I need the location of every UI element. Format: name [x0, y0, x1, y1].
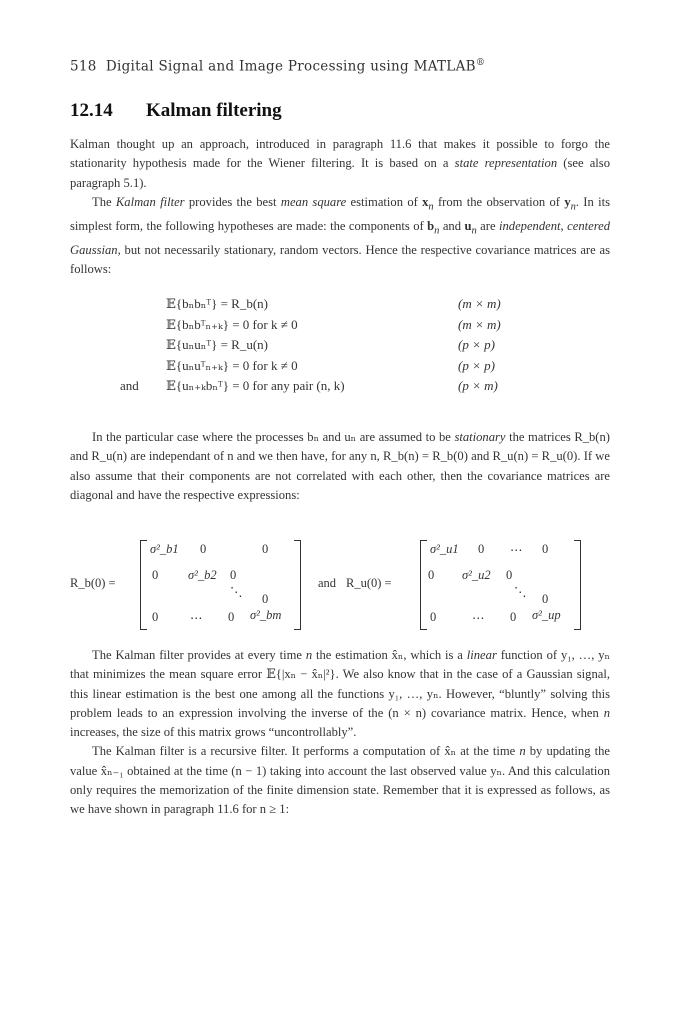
p4-text-e: that minimizes the mean square error [70, 667, 267, 682]
page-number: 518 [70, 58, 97, 75]
term-centered: centered [567, 218, 611, 233]
p4-text-c: , which is a [403, 648, 467, 662]
equation-row [70, 358, 610, 379]
math-time-n: n [519, 744, 526, 759]
math-xhat-n: x̂ₙ [391, 648, 404, 662]
symbol-u: u [464, 218, 472, 233]
subscript-n: n [428, 201, 434, 213]
p5-text-c: by updating the value [70, 744, 610, 778]
p5-text-f: . And this calculation only requires the memorization of the finite dimension state. Remember that it is expressed as follows, as we have shown in paragraph 11.6 for [70, 763, 611, 817]
p5-text-e: taking into account the last observed value [266, 763, 491, 778]
p3-text-b: are assumed to be [356, 430, 455, 444]
section-number: 12.14 [70, 100, 113, 121]
p4-text-h: covariance matrix. Hence, when [426, 705, 604, 720]
equation-row [70, 296, 610, 317]
symbol-x: x [422, 194, 429, 209]
p3-text-d: are independant of n and we then have, for any n, [127, 449, 384, 464]
equation-expression: 𝔼{uₙ₊ₖbₙᵀ} = 0 for any pair (n, k) [166, 378, 345, 393]
p3-text-c: the matrices [505, 430, 575, 444]
term-state-representation: state representation [454, 156, 558, 171]
equation-dimension: (p × m) [458, 378, 498, 393]
equation-dimension: (p × p) [458, 337, 495, 352]
math-n-by-n: (n × n) [388, 705, 427, 720]
equation-expression: 𝔼{bₙbᵀₙ₊ₖ} = 0 for k ≠ 0 [166, 316, 298, 332]
math-bn-un: bₙ and uₙ [307, 430, 357, 444]
symbol-y: y [564, 194, 571, 209]
equation-row [70, 378, 610, 399]
p2-text-d: from the observation of [433, 194, 565, 209]
right-bracket [294, 540, 301, 630]
diagonal-matrices [70, 538, 610, 630]
book-title: Digital Signal and Image Processing using MATLAB [105, 58, 476, 75]
p4-text-g: . However, “bluntly” solving this problem leads to an expression involving the inverse of the [70, 686, 610, 720]
math-y-range: y₁, …, yₙ [560, 648, 611, 662]
subscript-n: n [471, 225, 477, 237]
subscript-n: n [434, 225, 440, 237]
matrix-cell: ⋯ [190, 611, 203, 625]
paragraph-5 [70, 742, 610, 819]
matrix-cell: 0 [262, 542, 269, 556]
equation-row [70, 317, 610, 338]
matrix-cell: 0 [542, 542, 549, 556]
p3-text-a: In the particular case where the processes [92, 430, 308, 444]
math-rb-ru: R_b(n) and R_u(n) [70, 430, 610, 464]
stationary-paragraph [70, 428, 610, 505]
matrix-cell: σ²_b1 [150, 542, 179, 556]
matrix-right-label: R_u(0) = [346, 576, 392, 590]
matrix-cell: 0 [200, 542, 207, 556]
p4-text-a: The Kalman filter provides at every time [92, 648, 306, 662]
matrix-cell: 0 [430, 610, 437, 624]
matrix-cell: 0 [230, 568, 237, 582]
equation-dimension: (m × m) [458, 296, 501, 311]
equation-prefix: and [120, 378, 139, 393]
matrix-cell: σ²_up [532, 608, 561, 622]
math-yn: yₙ [490, 763, 502, 778]
term-stationary: stationary [454, 430, 506, 444]
p5-text-d: obtained at the time [123, 763, 232, 778]
math-n: n [603, 705, 610, 720]
matrix-cell: 0 [428, 568, 435, 582]
term-independent: independent [498, 218, 561, 233]
p2-and: and [439, 218, 465, 233]
p2-text-f: are [476, 218, 499, 233]
matrix-cell: ⋯ [510, 543, 523, 557]
registered-mark: ® [475, 58, 486, 68]
p4-text-b: the estimation [312, 648, 392, 662]
section-title: Kalman filtering [146, 100, 282, 121]
matrix-cell: ⋱ [230, 585, 243, 599]
paragraph-3 [70, 428, 610, 505]
math-xhat-prev: x̂ₙ₋₁ [100, 763, 124, 778]
p5-text-b: at the time [456, 744, 520, 759]
section-heading [70, 100, 282, 122]
matrix-cell: σ²_bm [250, 608, 282, 622]
matrix-cell: 0 [228, 610, 235, 624]
matrix-cell: σ²_u2 [462, 568, 491, 582]
p1-text-a: Kalman thought up an approach, introduced in paragraph 11.6 that makes it possible to forgo the stationarity hypothesis made for the Wiener filtering. It is based on a [70, 137, 610, 171]
p2-text-g: , but not necessarily stationary, random vectors. Hence the respective covariance matrices are as follows: [70, 242, 610, 276]
equation-expression: 𝔼{bₙbₙᵀ} = R_b(n) [166, 296, 269, 311]
p3-text-e: . If we also assume that their components are not correlated with each other, then the covariance matrices are diagonal and have the respective expressions: [70, 449, 610, 502]
p1-text-b: (see also paragraph 5.1). [70, 156, 611, 190]
term-kalman-filter: Kalman filter [115, 194, 185, 209]
math-n-ge-1: n ≥ 1 [259, 802, 286, 817]
p4-text-d: function of [496, 648, 561, 662]
matrix-cell: 0 [542, 592, 549, 606]
covariance-equations [70, 296, 610, 399]
equation-expression: 𝔼{uₙuᵀₙ₊ₖ} = 0 for k ≠ 0 [166, 357, 298, 373]
right-bracket [574, 540, 581, 630]
symbol-n: n [305, 648, 313, 662]
term-linear: linear [466, 648, 497, 662]
kalman-description [70, 646, 610, 820]
equation-row [70, 337, 610, 358]
paragraph-1 [70, 135, 610, 193]
running-header [70, 58, 485, 75]
matrix-cell: ⋯ [472, 611, 485, 625]
matrix-cell: 0 [152, 610, 159, 624]
matrix-cell: 0 [152, 568, 159, 582]
term-mean-square: mean square [280, 194, 347, 209]
left-bracket [420, 540, 427, 630]
p4-text-f: . We also know that in the case of a Gaussian signal, this linear estimation is the best one among all the functions [70, 667, 610, 701]
math-y-functions: y₁, …, yₙ [388, 686, 439, 701]
math-mse: 𝔼{|xₙ − x̂ₙ|²} [266, 667, 336, 682]
matrix-cell: 0 [510, 610, 517, 624]
matrix-cell: 0 [478, 542, 485, 556]
paragraph-2: The Kalman filter provides the best mean square estimation of $x_n$ from the observation of $y_n$. In its simplest form, the following hypotheses are made: the components of $b_n$ and $u_n$ are independent, centered Gaussian, but not necessarily stationary, random vectors. Hence the respective covariance matrices are as follows: [70, 194, 611, 276]
p5-text-a: The Kalman filter is a recursive filter. It performs a computation of [92, 744, 445, 759]
matrix-cell: ⋱ [514, 585, 527, 599]
math-time-prev: (n − 1) [231, 763, 267, 778]
matrix-cell: 0 [506, 568, 513, 582]
equation-expression: 𝔼{uₙuₙᵀ} = R_u(n) [166, 337, 269, 352]
matrix-cell: 0 [262, 592, 269, 606]
matrix-connector: and [318, 576, 337, 590]
matrix-cell: σ²_u1 [430, 542, 459, 556]
p2-text-c: estimation of [346, 194, 423, 209]
term-gaussian: Gaussian [70, 242, 118, 257]
math-rb-equality: R_b(n) = R_b(0) and R_u(n) = R_u(0) [383, 449, 578, 464]
p2-text-b: provides the best [184, 194, 281, 209]
equation-dimension: (p × p) [458, 357, 495, 373]
intro-text [70, 135, 610, 279]
p2-text-a: The [92, 194, 116, 209]
left-bracket [140, 540, 147, 630]
equation-dimension: (m × m) [458, 316, 501, 332]
matrix-cell: σ²_b2 [188, 568, 217, 582]
math-xhat-n: x̂ₙ [444, 744, 457, 759]
p5-text-g: : [285, 802, 290, 817]
matrix-left-label: R_b(0) = [70, 576, 116, 590]
symbol-b: b [427, 218, 435, 233]
p2-text-e: . In its simplest form, the following hypotheses are made: the components of [70, 194, 611, 233]
subscript-n: n [570, 201, 576, 213]
paragraph-4 [70, 646, 610, 742]
p4-text-i: increases, the size of this matrix grows “uncontrollably”. [70, 725, 357, 740]
